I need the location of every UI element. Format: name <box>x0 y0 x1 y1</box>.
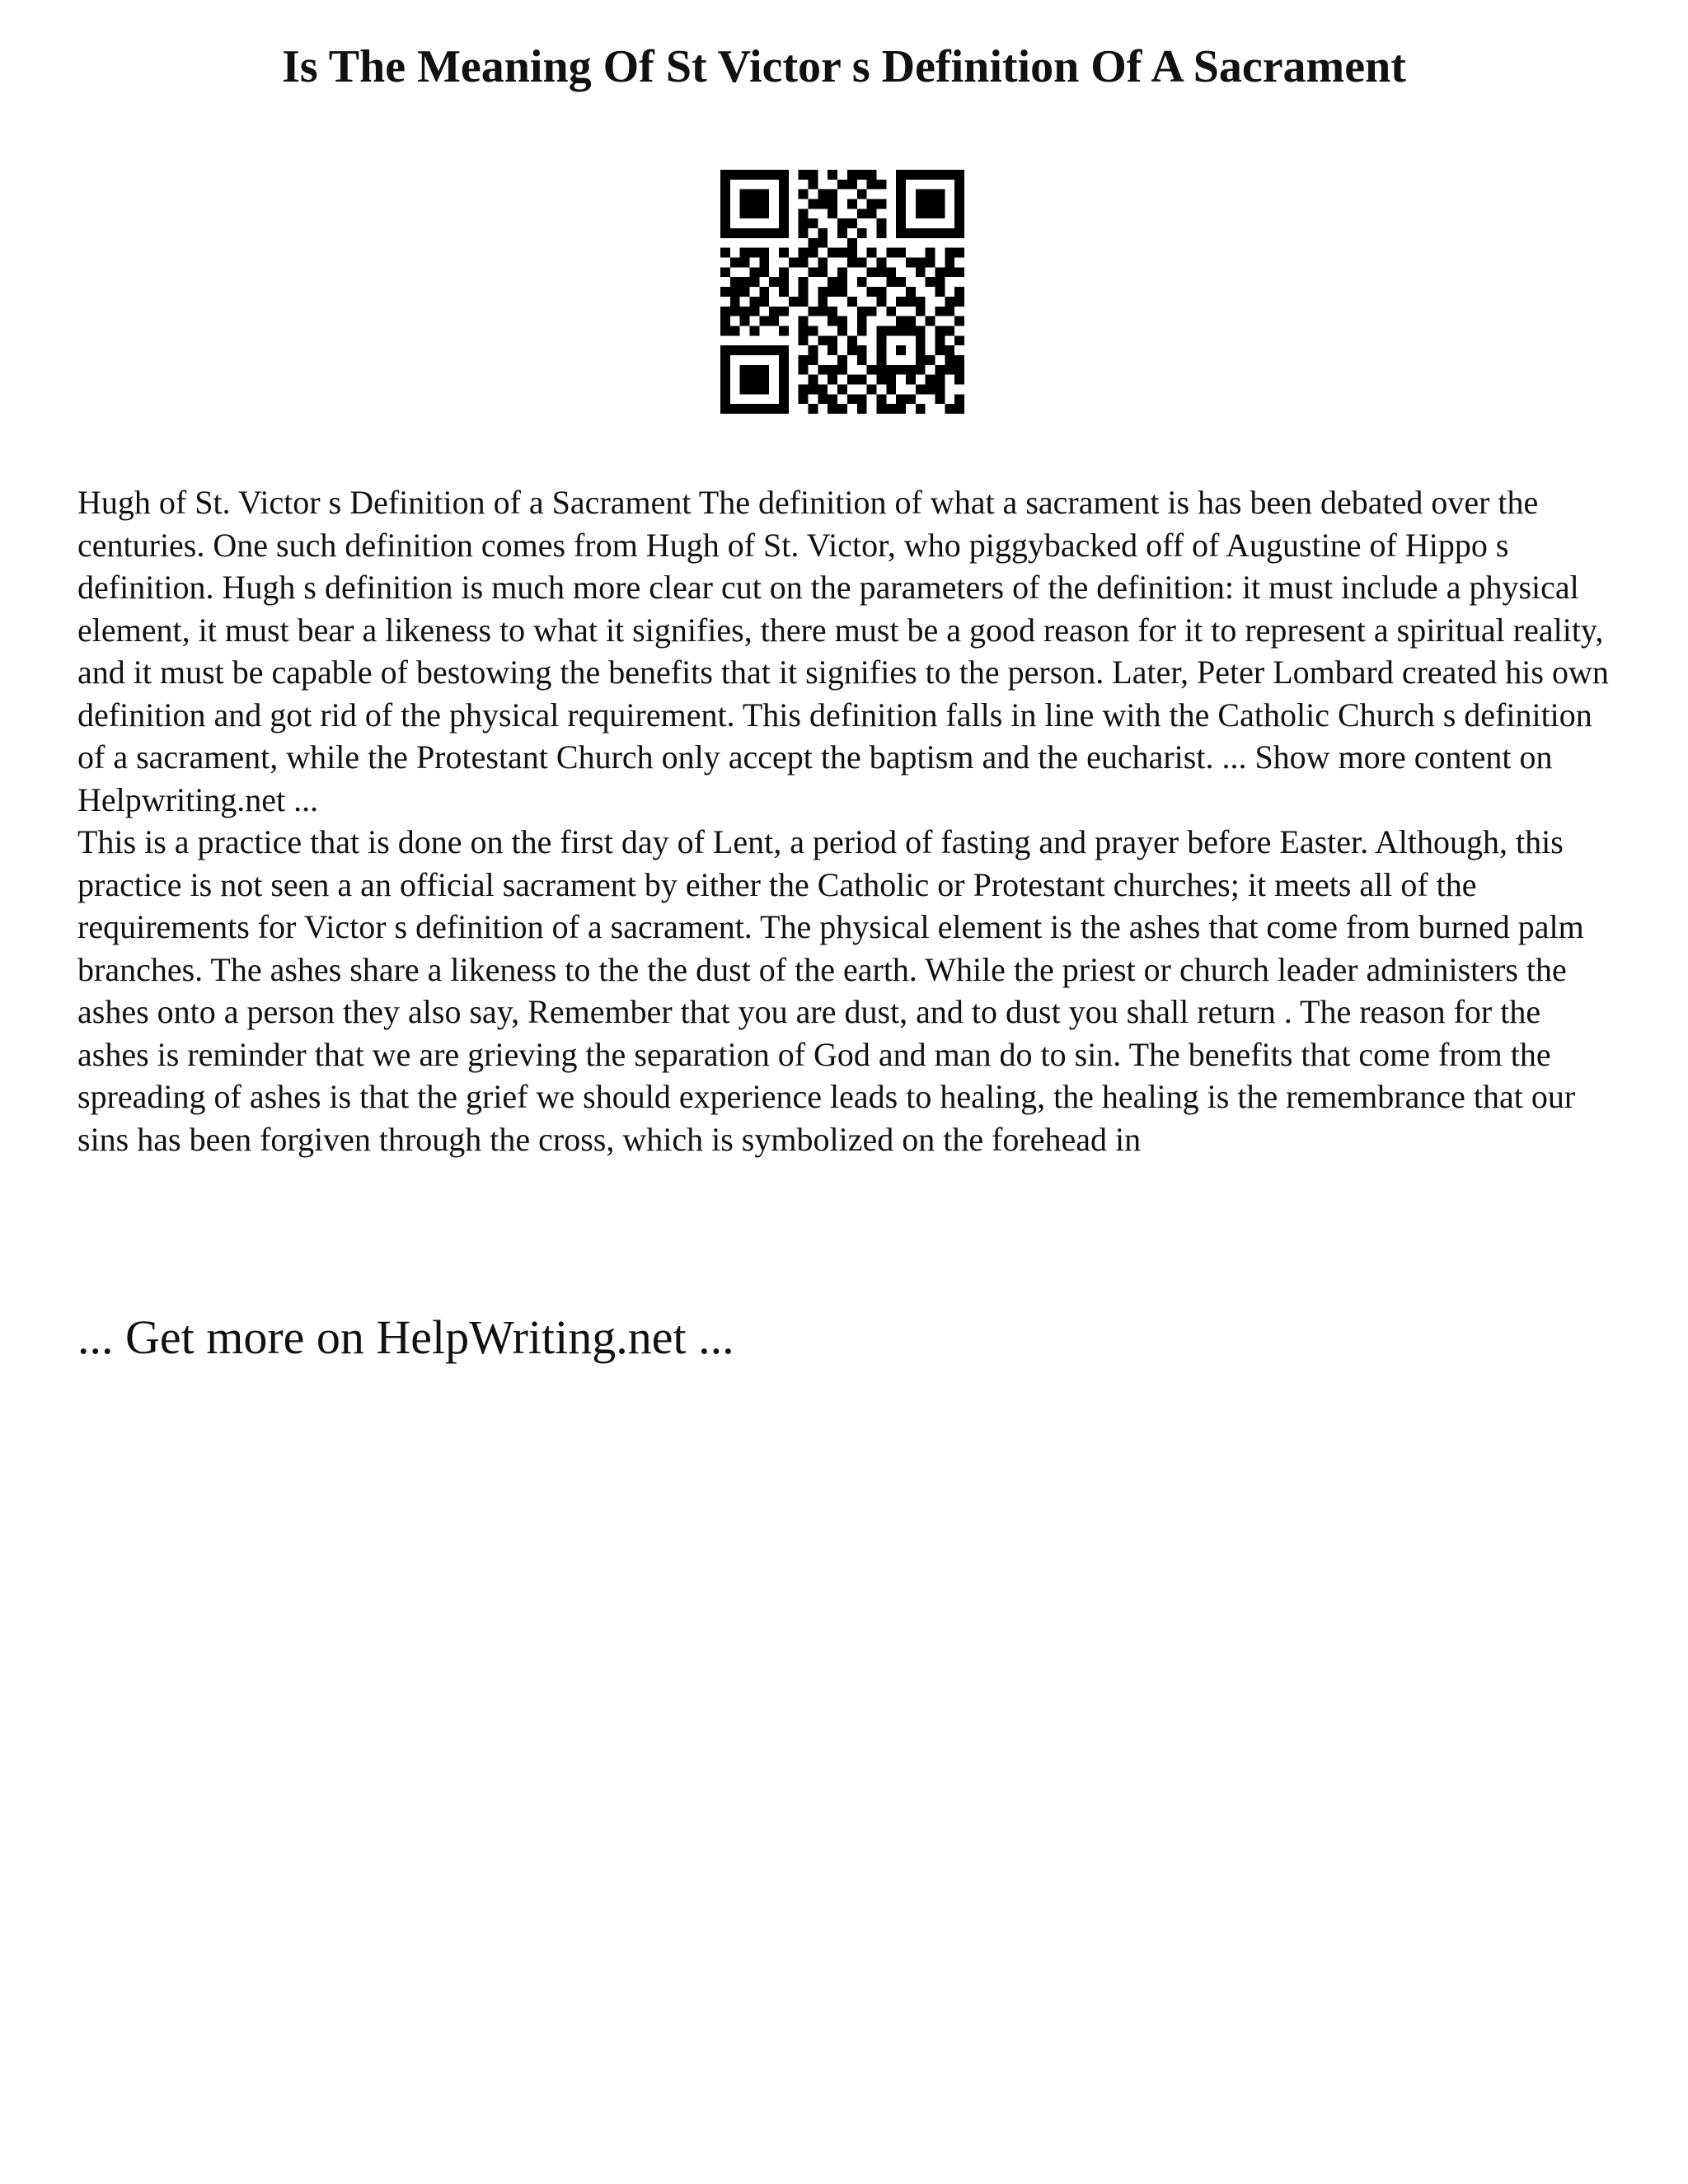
article-body <box>77 481 1612 1160</box>
qr-code-icon <box>720 170 964 414</box>
paragraph-2: This is a practice that is done on the first day of Lent, a period of fasting and prayer before Easter. Although, this practice is not seen a an official sacrament by either the Catholic or Protestant churches; it meets all of the requirements for Victor s definition of a sacrament. The physical element is the ashes that come from burned palm branches. The ashes share a likeness to the the dust of the earth. While the priest or church leader administers the ashes onto a person they also say, Remember that you are dust, and to dust you shall return . The reason for the ashes is reminder that we are grieving the separation of God and man do to sin. The benefits that come from the spreading of ashes is that the grief we should experience leads to healing, the healing is the remembrance that our sins has been forgiven through the cross, which is symbolized on the forehead in <box>77 823 1584 1158</box>
paragraph-1: Hugh of St. Victor s Definition of a Sacrament The definition of what a sacrament is has been debated over the centuries. One such definition comes from Hugh of St. Victor, who piggybacked off of Augustine of Hippo s definition. Hugh s definition is much more clear cut on the parameters of the definition: it must include a physical element, it must bear a likeness to what it signifies, there must be a good reason for it to represent a spiritual reality, and it must be capable of bestowing the benefits that it signifies to the person. Later, Peter Lombard created his own definition and got rid of the physical requirement. This definition falls in line with the Catholic Church s definition of a sacrament, while the Protestant Church only accept the baptism and the eucharist. ... Show more content on Helpwriting.net ... <box>77 484 1609 818</box>
get-more-link[interactable]: ... Get more on HelpWriting.net ... <box>77 1310 734 1364</box>
page-title: Is The Meaning Of St Victor s Definition Of A Sacrament <box>282 41 1406 92</box>
